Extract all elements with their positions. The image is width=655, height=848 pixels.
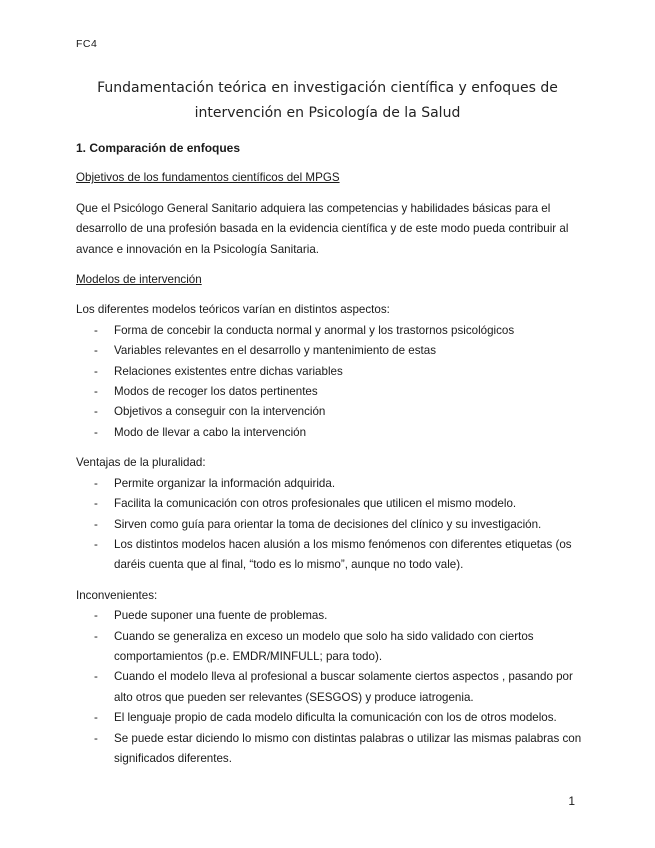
bullet-dash: - <box>94 711 98 725</box>
list-item <box>76 321 586 341</box>
list-item-text: Cuando se generaliza en exceso un modelo que solo ha sido validado con ciertos comportamientos (p.e. EMDR/MINFULL; para todo). <box>114 629 534 663</box>
list-item <box>76 494 586 514</box>
models-heading: Modelos de intervención <box>76 273 202 287</box>
list-item <box>76 535 586 576</box>
bullet-dash: - <box>94 323 98 337</box>
list-item-text: Se puede estar diciendo lo mismo con distintas palabras o utilizar las mismas palabras con significados diferentes. <box>114 731 582 765</box>
list-item <box>76 341 586 361</box>
bullet-dash: - <box>94 497 98 511</box>
list-item-text: Relaciones existentes entre dichas variables <box>114 364 343 378</box>
objectives-paragraph: Que el Psicólogo General Sanitario adquiera las competencias y habilidades básicas para el desarrollo de una profesión basada en la evidencia científica y de este modo pueda contribuir al avance e innovación en la Psicología Sanitaria. <box>76 201 569 256</box>
list-item <box>76 382 586 402</box>
list-item-text: Facilita la comunicación con otros profesionales que utilicen el mismo modelo. <box>114 497 517 511</box>
list-item <box>76 515 586 535</box>
list-item <box>76 606 586 626</box>
list-item-text: Forma de concebir la conducta normal y anormal y los trastornos psicológicos <box>114 323 515 337</box>
list-item-text: Puede suponer una fuente de problemas. <box>114 609 328 623</box>
bullet-dash: - <box>94 629 98 643</box>
list-item-text: Cuando el modelo lleva al profesional a buscar solamente ciertos aspectos , pasando por alto otros que pueden ser relevantes (SESGOS) y produce iatrogenia. <box>114 670 573 704</box>
list-item <box>76 627 586 668</box>
objectives-heading: Objetivos de los fundamentos científicos del MPGS <box>76 171 340 185</box>
advantages-intro: Ventajas de la pluralidad: <box>76 456 206 470</box>
bullet-dash: - <box>94 405 98 419</box>
bullet-dash: - <box>94 609 98 623</box>
document-title: Fundamentación teórica en investigación científica y enfoques de intervención en Psicología de la Salud <box>97 80 558 121</box>
document-content <box>76 138 586 779</box>
list-item-text: Sirven como guía para orientar la toma de decisiones del clínico y su investigación. <box>114 517 542 531</box>
page-number: 1 <box>568 794 575 808</box>
drawbacks-intro: Inconvenientes: <box>76 588 158 602</box>
list-item <box>76 729 586 770</box>
list-item-text: Los distintos modelos hacen alusión a los mismo fenómenos con diferentes etiquetas (os daréis cuenta que al final, “todo es lo mismo”, aunque no todo vale). <box>114 537 572 572</box>
list-item-text: Permite organizar la información adquirida. <box>114 476 336 490</box>
list-item-text: Modo de llevar a cabo la intervención <box>114 425 307 439</box>
drawbacks-list <box>76 606 586 769</box>
advantages-list <box>76 474 586 576</box>
aspects-list <box>76 321 586 443</box>
list-item-text: Objetivos a conseguir con la intervención <box>114 405 326 419</box>
bullet-dash: - <box>94 537 98 551</box>
aspects-intro: Los diferentes modelos teóricos varían en distintos aspectos: <box>76 303 390 317</box>
list-item <box>76 362 586 382</box>
list-item <box>76 708 586 728</box>
bullet-dash: - <box>94 385 98 399</box>
bullet-dash: - <box>94 517 98 531</box>
list-item <box>76 402 586 422</box>
bullet-dash: - <box>94 425 98 439</box>
bullet-dash: - <box>94 670 98 684</box>
section-heading: 1. Comparación de enfoques <box>76 141 241 155</box>
bullet-dash: - <box>94 731 98 745</box>
list-item <box>76 667 586 708</box>
document-code: FC4 <box>76 38 98 50</box>
bullet-dash: - <box>94 344 98 358</box>
list-item-text: El lenguaje propio de cada modelo dificulta la comunicación con los de otros modelos. <box>114 711 557 725</box>
list-item <box>76 474 586 494</box>
list-item-text: Modos de recoger los datos pertinentes <box>114 385 318 399</box>
bullet-dash: - <box>94 476 98 490</box>
list-item <box>76 423 586 443</box>
list-item-text: Variables relevantes en el desarrollo y mantenimiento de estas <box>114 344 437 358</box>
bullet-dash: - <box>94 364 98 378</box>
